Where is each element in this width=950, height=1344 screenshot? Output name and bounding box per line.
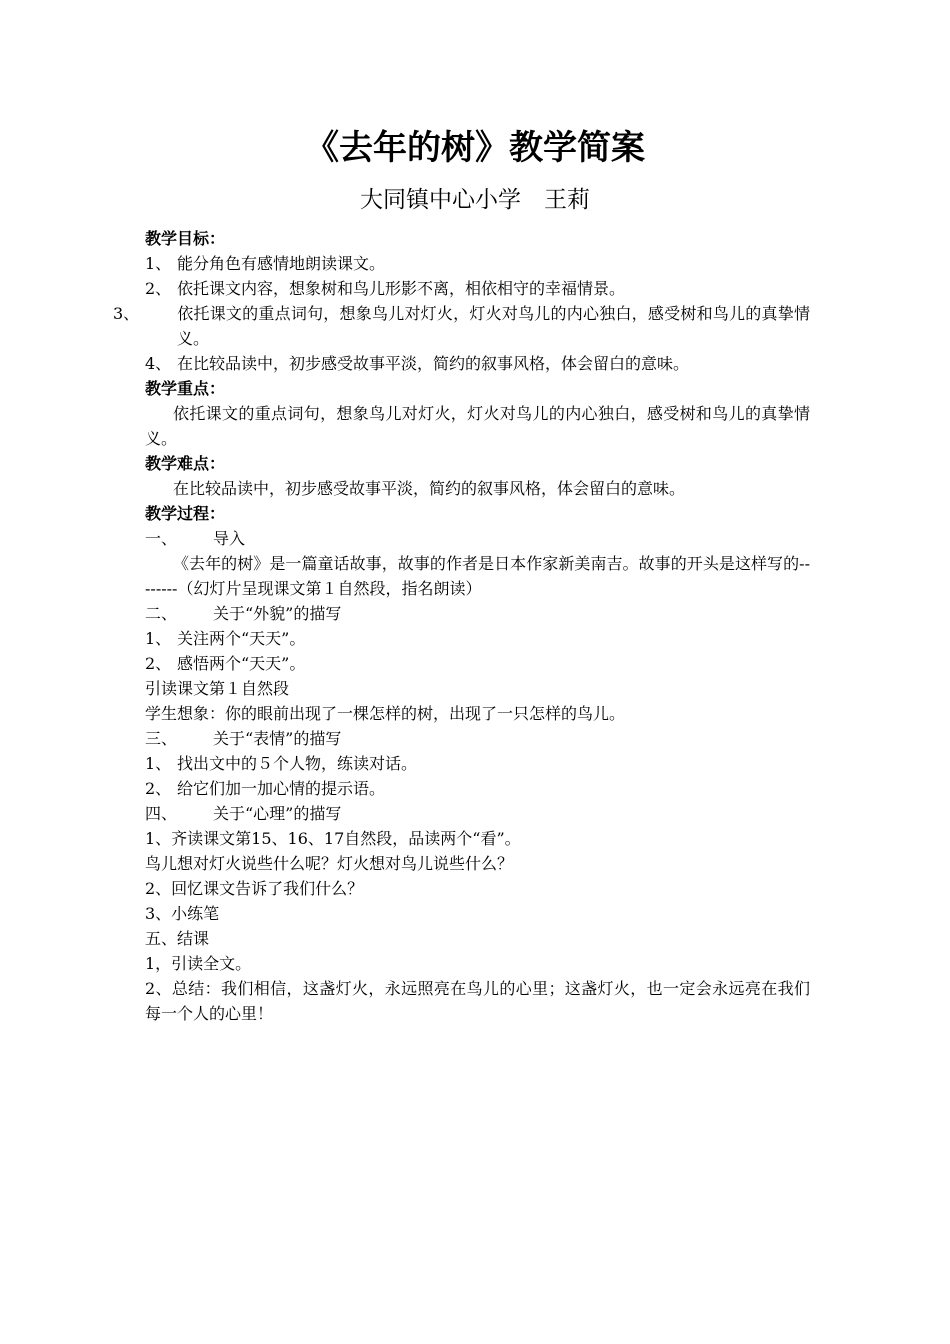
section-heading: 五、结课 (145, 929, 210, 948)
section-number: 三、 (145, 729, 178, 748)
keypoint-text: 依托课文的重点词句，想象鸟儿对灯火，灯火对鸟儿的内心独白，感受树和鸟儿的真挚情义。 (145, 404, 810, 448)
keypoint-heading: 教学重点： (145, 379, 226, 398)
section-number: 二、 (145, 604, 178, 623)
objective-text: 在比较品读中，初步感受故事平淡，简约的叙事风格，体会留白的意味。 (177, 354, 690, 373)
document-body (113, 226, 810, 1026)
section-title: 关于“表情”的描写 (213, 729, 342, 748)
difficulty-text: 在比较品读中，初步感受故事平淡，简约的叙事风格，体会留白的意味。 (173, 479, 686, 498)
list-number: 2、 (145, 779, 172, 798)
section-title: 关于“外貌”的描写 (213, 604, 342, 623)
text-line: 学生想象：你的眼前出现了一棵怎样的树，出现了一只怎样的鸟儿。 (145, 704, 626, 723)
objectives-heading: 教学目标： (145, 229, 226, 248)
section-number: 一、 (145, 529, 178, 548)
objective-item (113, 301, 810, 351)
objective-item (145, 251, 810, 276)
section-title: 关于“心理”的描写 (213, 804, 342, 823)
list-item (145, 776, 810, 801)
objective-number: 2、 (145, 279, 172, 298)
text-line: 1，引读全文。 (145, 954, 252, 973)
document-title: 《去年的树》教学简案 (305, 128, 645, 168)
section-heading (145, 526, 810, 551)
list-item (145, 651, 810, 676)
text-line: 1、齐读课文第15、16、17自然段，品读两个“看”。 (145, 829, 521, 848)
objective-item (145, 351, 810, 376)
section-paragraph: 《去年的树》是一篇童话故事，故事的作者是日本作家新美南吉。故事的开头是这样写的--------（幻灯片呈现课文第１自然段，指名朗读） (145, 554, 810, 598)
process-heading: 教学过程： (145, 504, 226, 523)
difficulty-heading: 教学难点： (145, 454, 226, 473)
list-text: 关注两个“天天”。 (177, 629, 306, 648)
objective-text: 依托课文内容，想象树和鸟儿形影不离，相依相守的幸福情景。 (177, 279, 626, 298)
list-text: 给它们加一加心情的提示语。 (177, 779, 386, 798)
list-number: 1、 (145, 754, 172, 773)
text-line: 鸟儿想对灯火说些什么呢？灯火想对鸟儿说些什么？ (145, 854, 514, 873)
document-author: 大同镇中心小学 王莉 (360, 187, 590, 213)
objective-text: 能分角色有感情地朗读课文。 (177, 254, 386, 273)
list-number: 2、 (145, 654, 172, 673)
text-line: 引读课文第１自然段 (145, 679, 290, 698)
section-heading (145, 601, 810, 626)
objective-text: 依托课文的重点词句，想象鸟儿对灯火，灯火对鸟儿的内心独白，感受树和鸟儿的真挚情义。 (177, 304, 810, 348)
list-text: 找出文中的５个人物，练读对话。 (177, 754, 418, 773)
objective-number: 4、 (145, 354, 172, 373)
summary-paragraph: 2、总结：我们相信，这盏灯火，永远照亮在鸟儿的心里；这盏灯火，也一定会永远亮在我们每一个人的心里！ (145, 979, 810, 1023)
objective-number: 3、 (113, 304, 140, 323)
list-item (145, 751, 810, 776)
text-line: 3、小练笔 (145, 904, 220, 923)
objective-item (145, 276, 810, 301)
section-number: 四、 (145, 804, 178, 823)
list-item (145, 626, 810, 651)
objective-number: 1、 (145, 254, 172, 273)
list-text: 感悟两个“天天”。 (177, 654, 306, 673)
section-heading (145, 801, 810, 826)
list-number: 1、 (145, 629, 172, 648)
section-title: 导入 (213, 529, 246, 548)
section-heading (145, 726, 810, 751)
text-line: 2、回忆课文告诉了我们什么？ (145, 879, 364, 898)
